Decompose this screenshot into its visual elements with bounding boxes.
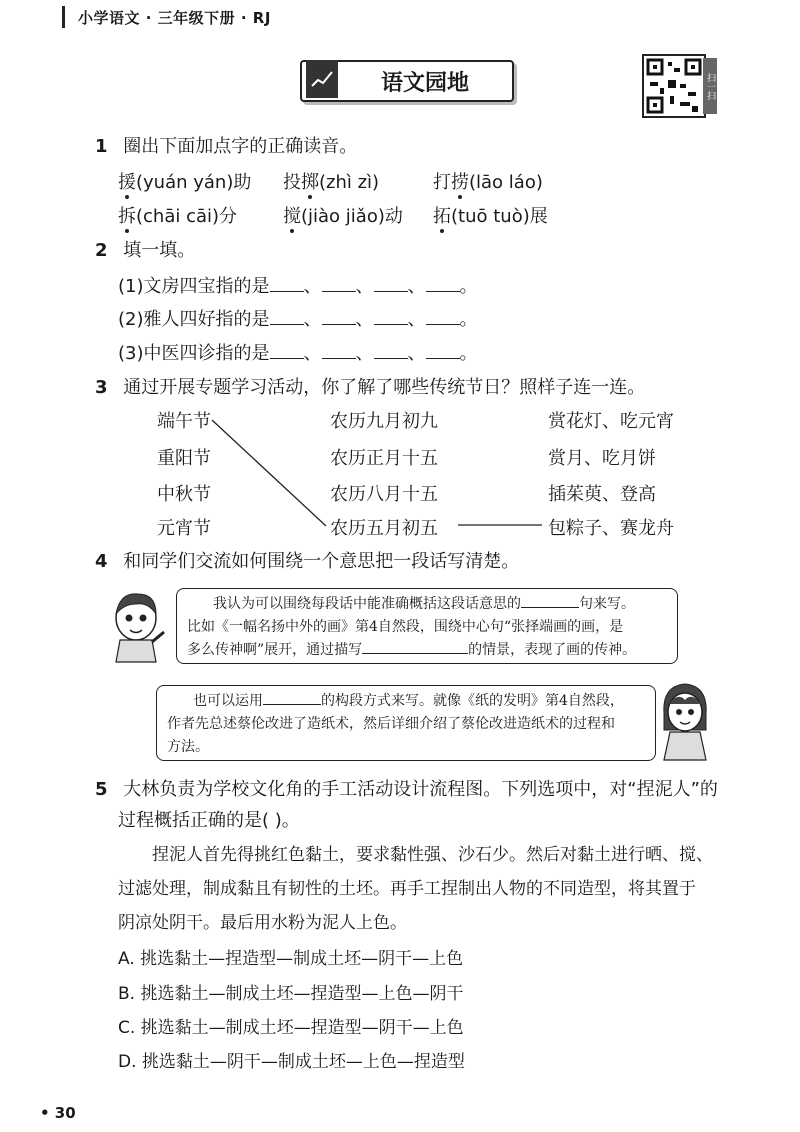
end-mark: 。 (459, 343, 478, 364)
date-item[interactable]: 农历正月十五 (330, 448, 438, 469)
custom-item[interactable]: 赏月、吃月饼 (548, 448, 656, 469)
bubble-text: 也可以运用 (193, 693, 263, 709)
pinyin-choice[interactable]: (jiào jiǎo)动 (301, 206, 403, 227)
running-header: 小学语文 · 三年级下册 · RJ (78, 9, 271, 27)
pinyin-choice[interactable]: (zhì zì) (319, 172, 380, 193)
answer-blank[interactable] (263, 690, 321, 705)
festival-duanwu[interactable]: 端午节 (157, 411, 211, 432)
question-number: 5 (95, 779, 108, 800)
custom-item[interactable]: 插茱萸、登高 (548, 484, 656, 505)
question-text: 和同学们交流如何围绕一个意思把一段话写清楚。 (123, 551, 520, 572)
answer-blank[interactable] (362, 639, 468, 654)
boy-avatar (106, 588, 172, 664)
question-text: 通过开展专题学习活动，你了解了哪些传统节日？照样子连一连。 (123, 377, 646, 398)
question-text: 填一填。 (123, 240, 196, 261)
custom-item[interactable]: 赏花灯、吃元宵 (548, 411, 674, 432)
dotted-char: 搅 (283, 206, 301, 227)
bubble-text: 句来写。 (579, 596, 635, 612)
separator: 、 (407, 276, 426, 297)
separator: 、 (407, 343, 426, 364)
bubble-text: 我认为可以围绕每段话中能准确概括这段话意思的 (213, 596, 521, 612)
dotted-char: 捞 (451, 172, 469, 193)
separator: 、 (303, 276, 322, 297)
passage-line: 阴凉处阴干。最后用水粉为泥人上色。 (118, 913, 407, 933)
date-item[interactable]: 农历九月初九 (330, 411, 438, 432)
question-number: 2 (95, 240, 108, 261)
pinyin-choice[interactable]: (tuō tuò)展 (451, 206, 548, 227)
option-a[interactable]: A. 挑选黏土—捏造型—制成土坯—阴干—上色 (118, 949, 464, 969)
date-item[interactable]: 农历八月十五 (330, 484, 438, 505)
separator: 、 (303, 343, 322, 364)
pinyin-choice[interactable]: (lāo láo) (469, 172, 543, 193)
end-mark: 。 (459, 276, 478, 297)
question-4 (95, 547, 519, 573)
bubble-line (187, 639, 667, 662)
question-number: 1 (95, 136, 108, 157)
girl-avatar (660, 680, 710, 762)
pinyin-choice[interactable]: (chāi cāi)分 (136, 206, 238, 227)
qr-tab: 扫一扫 (703, 58, 717, 114)
question-text: 圈出下面加点字的正确读音。 (123, 136, 358, 157)
item-label: (3)中医四诊指的是 (118, 343, 270, 364)
passage (118, 838, 758, 940)
plain-char: 投 (283, 172, 301, 193)
plain-char: 打 (433, 172, 451, 193)
question-text: 大林负责为学校文化角的手工活动设计流程图。下列选项中，对“捏泥人”的 (123, 779, 718, 800)
dotted-char: 拆 (118, 206, 136, 227)
passage-line: 捏泥人首先得挑红色黏土，要求黏性强、沙石少。然后对黏土进行晒、搅、 (152, 845, 713, 865)
bubble-line: 比如《一幅名扬中外的画》第4自然段，围绕中心句“张择端画的画，是 (187, 619, 624, 635)
end-mark: 。 (459, 309, 478, 330)
example-connection-lines (0, 0, 800, 560)
question-number: 3 (95, 377, 108, 398)
dotted-char: 掷 (301, 172, 319, 193)
bubble-text: 多么传神啊”展开，通过描写 (187, 642, 363, 658)
separator: 、 (303, 309, 322, 330)
section-title: 语文园地 (380, 71, 469, 96)
question-number: 4 (95, 551, 108, 572)
bubble-text: 的构段方式来写。就像《纸的发明》第4自然段， (321, 693, 624, 709)
festival-chongyang[interactable]: 重阳节 (157, 448, 211, 469)
question-text-cont[interactable]: 过程概括正确的是( )。 (118, 810, 300, 831)
bubble-line (167, 690, 645, 713)
passage-line: 过滤处理，制成黏且有韧性的土坯。再手工捏制出人物的不同造型，将其置于 (118, 879, 696, 899)
dotted-char: 援 (118, 172, 136, 193)
page-number: • 30 (40, 1104, 76, 1122)
separator: 、 (355, 276, 374, 297)
bubble-line (187, 593, 667, 616)
option-b[interactable]: B. 挑选黏土—制成土坯—捏造型—上色—阴干 (118, 984, 464, 1004)
separator: 、 (355, 309, 374, 330)
bubble-line: 方法。 (167, 739, 209, 755)
option-c[interactable]: C. 挑选黏土—制成土坯—捏造型—阴干—上色 (118, 1018, 464, 1038)
speech-bubble-girl (156, 685, 656, 761)
bubble-text: 的情景，表现了画的传神。 (468, 642, 637, 658)
answer-blank[interactable] (521, 593, 579, 608)
separator: 、 (355, 343, 374, 364)
dotted-char: 拓 (433, 206, 451, 227)
option-d[interactable]: D. 挑选黏土—阴干—制成土坯—上色—捏造型 (118, 1052, 465, 1072)
festival-zhongqiu[interactable]: 中秋节 (157, 484, 211, 505)
bubble-line: 作者先总述蔡伦改进了造纸术，然后详细介绍了蔡伦改进造纸术的过程和 (167, 716, 615, 732)
question-5 (95, 775, 718, 801)
festival-yuanxiao[interactable]: 元宵节 (157, 518, 211, 539)
speech-bubble-boy (176, 588, 678, 664)
separator: 、 (407, 309, 426, 330)
item-label: (2)雅人四好指的是 (118, 309, 270, 330)
item-label: (1)文房四宝指的是 (118, 276, 270, 297)
custom-item[interactable]: 包粽子、赛龙舟 (548, 518, 674, 539)
pinyin-choice[interactable]: (yuán yán)助 (136, 172, 252, 193)
date-item[interactable]: 农历五月初五 (330, 518, 438, 539)
